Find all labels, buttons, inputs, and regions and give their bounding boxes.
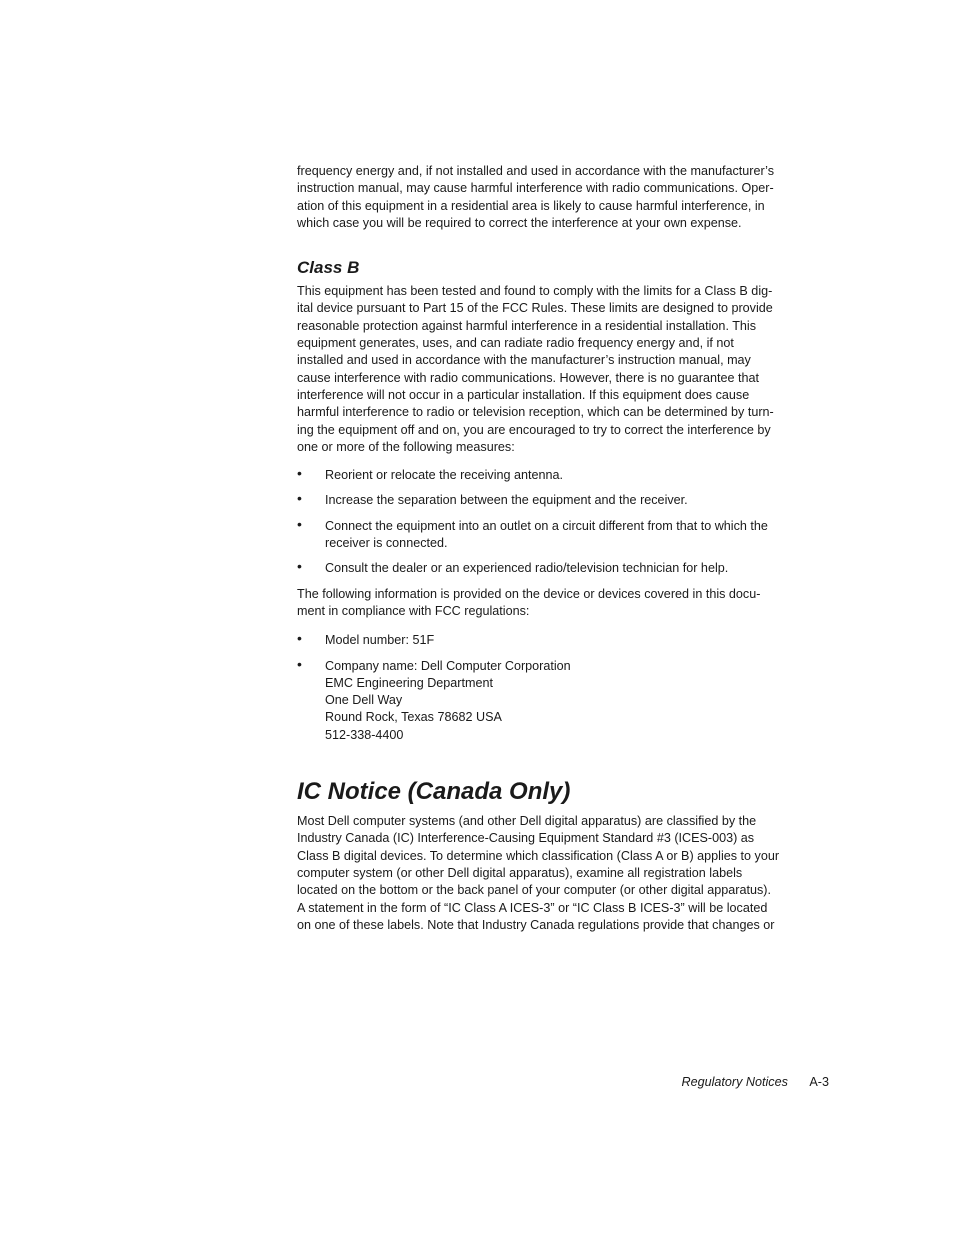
list-item-text: Connect the equipment into an outlet on a circuit different from that to which the [325, 518, 768, 533]
list-item-text: Reorient or relocate the receiving antenna. [325, 468, 564, 483]
text-line: located on the bottom or the back panel of your computer (or other digital apparatus). [297, 883, 771, 898]
list-item [297, 467, 832, 484]
list-item-text: Increase the separation between the equipment and the receiver. [325, 493, 688, 508]
text-line: Industry Canada (IC) Interference-Causing Equipment Standard #3 (ICES-003) as [297, 831, 755, 846]
list-item-text: Model number: 51F [325, 633, 435, 648]
text-line: ital device pursuant to Part 15 of the FCC Rules. These limits are designed to provide [297, 301, 773, 316]
list-item-text: Round Rock, Texas 78682 USA [325, 710, 502, 725]
class-b-heading: Class B [297, 258, 360, 278]
list-item-text: EMC Engineering Department [325, 675, 493, 690]
bullet-icon: • [297, 630, 302, 647]
text-line: ation of this equipment in a residential area is likely to cause harmful interference, in [297, 198, 765, 213]
text-line: installed and used in accordance with the manufacturer’s instruction manual, may [297, 353, 751, 368]
list-item [297, 632, 832, 649]
text-line: one or more of the following measures: [297, 439, 515, 454]
list-item-text: receiver is connected. [325, 536, 448, 551]
bullet-icon: • [297, 490, 302, 507]
text-line: Most Dell computer systems (and other Dell digital apparatus) are classified by the [297, 814, 757, 829]
list-item [297, 655, 832, 744]
bullet-icon: • [297, 465, 302, 482]
intro-paragraph [297, 163, 832, 232]
page-content [297, 163, 832, 934]
measures-list [297, 467, 832, 577]
text-line: interference will not occur in a particular installation. If this equipment does cause [297, 387, 750, 402]
text-line: harmful interference to radio or television reception, which can be determined by turn- [297, 405, 774, 420]
text-line: on one of these labels. Note that Industry Canada regulations provide that changes or [297, 917, 775, 932]
page-number: A-3 [809, 1075, 829, 1089]
text-line: The following information is provided on the device or devices covered in this docu- [297, 586, 761, 601]
ic-notice-paragraph [297, 813, 832, 934]
text-line: This equipment has been tested and found to comply with the limits for a Class B dig- [297, 284, 773, 299]
ic-notice-heading: IC Notice (Canada Only) [297, 778, 571, 806]
list-item-text: One Dell Way [325, 693, 403, 708]
list-item-text: Consult the dealer or an experienced radio/television technician for help. [325, 561, 729, 576]
footer-section-title: Regulatory Notices [681, 1075, 788, 1089]
bullet-icon: • [297, 558, 302, 575]
list-item-text: 512-338-4400 [325, 727, 404, 742]
page-footer [681, 1074, 829, 1091]
text-line: Class B digital devices. To determine which classification (Class A or B) applies to your [297, 848, 780, 863]
list-item [297, 492, 832, 509]
text-line: reasonable protection against harmful interference in a residential installation. This [297, 318, 757, 333]
class-b-paragraph [297, 283, 832, 456]
text-line: A statement in the form of “IC Class A ICES-3” or “IC Class B ICES-3” will be located [297, 900, 768, 915]
text-line: equipment generates, uses, and can radiate radio frequency energy and, if not [297, 336, 734, 351]
text-line: which case you will be required to correct the interference at your own expense. [297, 215, 742, 230]
bullet-icon: • [297, 515, 302, 532]
list-item [297, 515, 832, 553]
list-item-text: Company name: Dell Computer Corporation [325, 658, 571, 673]
text-line: frequency energy and, if not installed and used in accordance with the manufacturer’s [297, 164, 774, 178]
text-line: cause interference with radio communications. However, there is no guarantee that [297, 370, 760, 385]
info-paragraph [297, 586, 832, 621]
text-line: instruction manual, may cause harmful interference with radio communications. Oper- [297, 181, 774, 196]
text-line: ment in compliance with FCC regulations: [297, 603, 530, 618]
device-info-list [297, 632, 832, 744]
bullet-icon: • [297, 655, 302, 672]
list-item [297, 560, 832, 577]
text-line: ing the equipment off and on, you are encouraged to try to correct the interference by [297, 422, 771, 437]
text-line: computer system (or other Dell digital apparatus), examine all registration labels [297, 865, 743, 880]
